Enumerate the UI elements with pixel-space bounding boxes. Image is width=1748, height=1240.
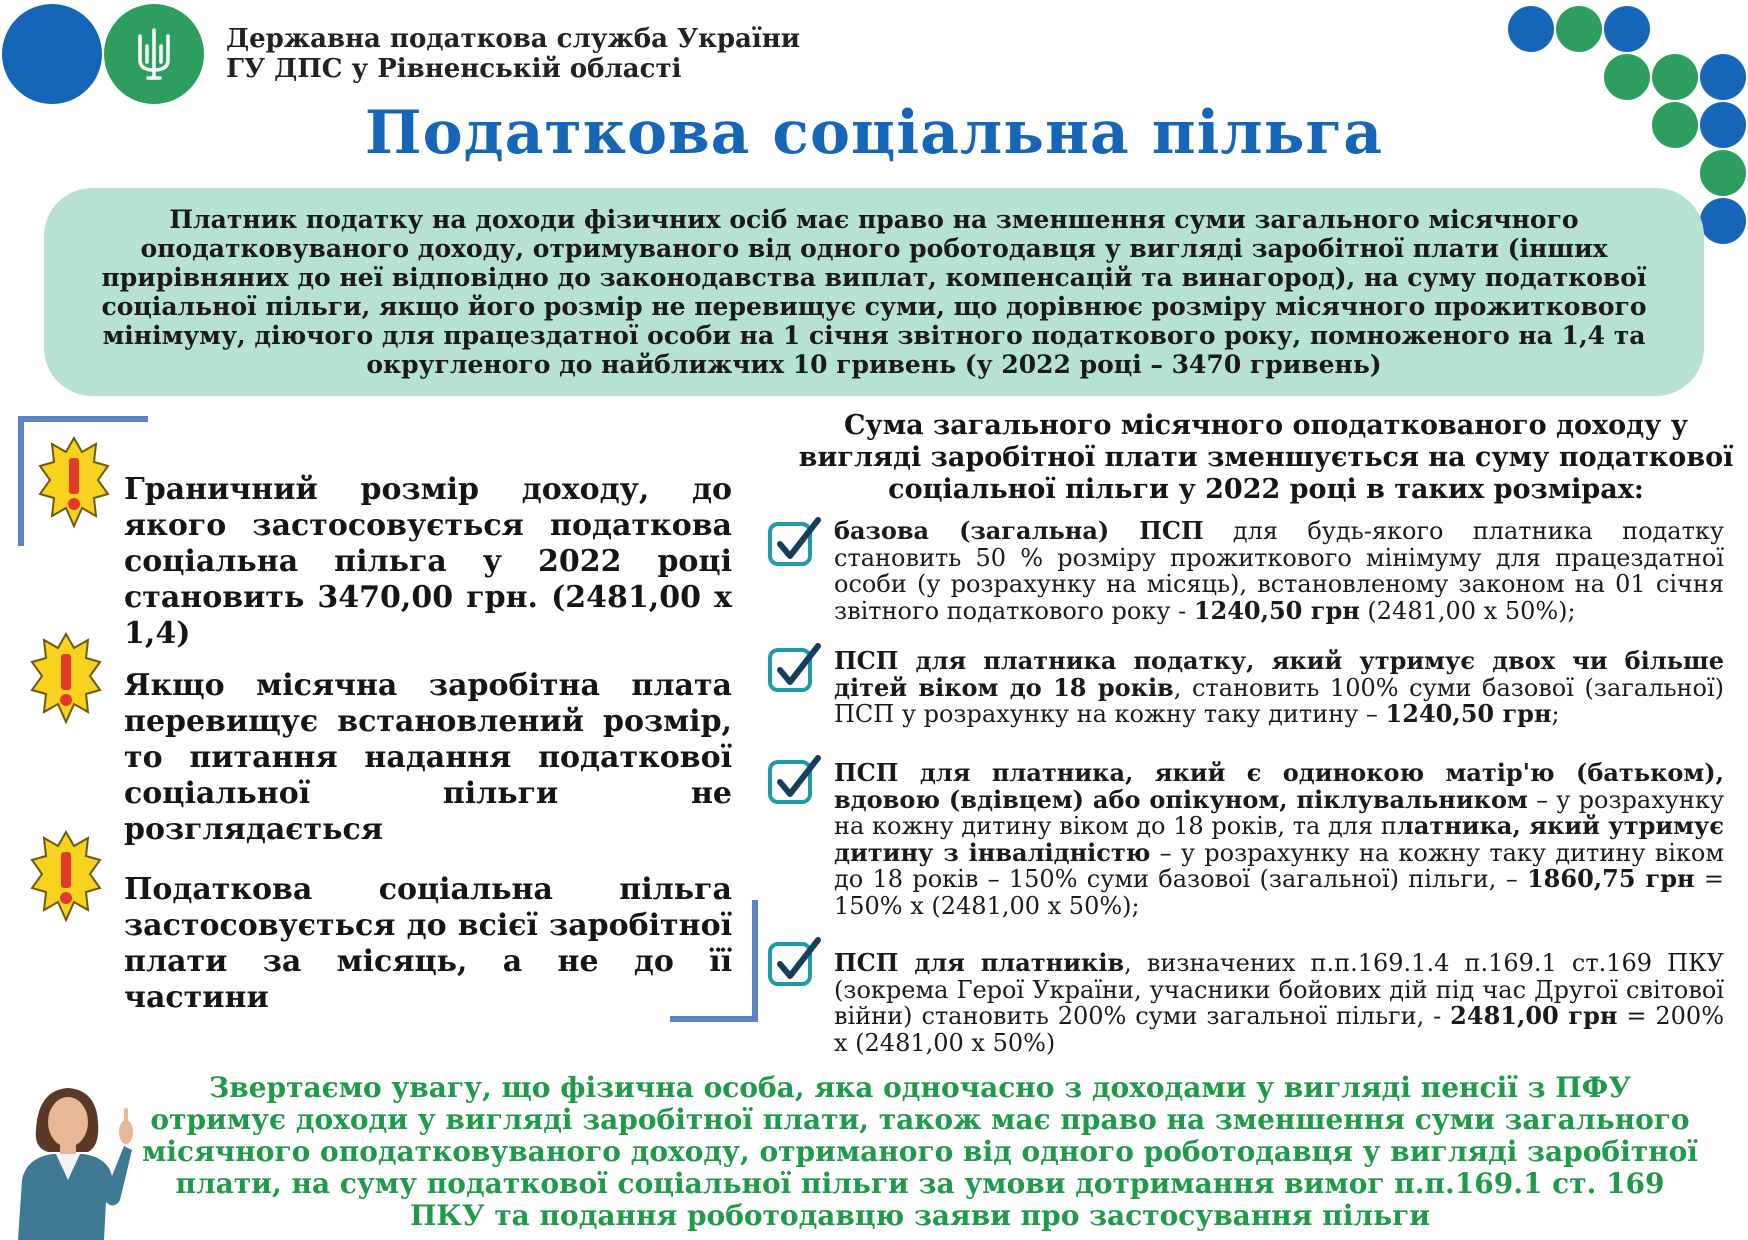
decor-circle (1700, 54, 1746, 100)
benefit-item-single-parent (834, 760, 1724, 919)
left-item-2: Якщо місячна заробітна плата перевищує встановлений розмір, то питання надання податкової соціальної пільги не розглядається (124, 668, 732, 847)
benefit-formula: = 200% х (2481,00 х 50%) (834, 1002, 1725, 1057)
trident-icon (128, 26, 180, 82)
checkbox-check-icon (766, 934, 824, 992)
frame-corner-top (18, 416, 24, 546)
benefit-amount: 1240,50 грн (1193, 595, 1360, 625)
left-item-3: Податкова соціальна пільга застосовується до всієї заробітної плати за місяць, а не до її частини (124, 872, 732, 1015)
checkbox-check-icon (766, 514, 824, 572)
decor-circle (1700, 198, 1746, 244)
exclamation-icon (30, 830, 102, 926)
intro-text: Платник податку на доходи фізичних осіб має право на зменшення суми загального місячного оподатковуваного доходу, отримуваного від одного роботодавця у вигляді заробітної плати (інших прирівняних до неї відповідно до законодавства виплат, компенсацій та винагород), на суму податкової соціальної пільги, якщо його розмір не перевищує суми, що дорівнює розміру місячного прожиткового мінімуму, діючого для працездатної особи на 1 січня звітного податкового року, помноженого на 1,4 та округленого до найближчих 10 гривень (у 2022 році – 3470 гривень) (101, 205, 1647, 379)
benefit-amount: 1860,75 грн (1526, 864, 1695, 893)
benefit-formula: (2481,00 х 50%); (1359, 596, 1576, 625)
benefit-title: ПСП для платника податку, який утримує двох чи більше дітей віком до 18 років (834, 646, 1724, 702)
decor-circle (1508, 6, 1554, 52)
decor-circle (1604, 6, 1650, 52)
org-line-1: Державна податкова служба України (226, 24, 801, 54)
bottom-note: Звертаємо увагу, що фізична особа, яка одночасно з доходами у вигляді пенсії з ПФУ отримує доходи у вигляді заробітної плати, також має право на зменшення суми загального місячного оподатковуваного доходу, отриманого від одного роботодавця у вигляді заробітної плати, на суму податкової соціальної пільги за умови дотримання вимог п.п.169.1 ст. 169 ПКУ та подання роботодавцю заяви про застосування пільги (142, 1071, 1698, 1232)
benefit-text-2: – у розрахунку на кожну таку дитину віком до 18 років – 150% суми базової (загальної) пільги, – (834, 838, 1725, 893)
benefit-amount: 1240,50 грн (1385, 699, 1552, 728)
benefit-text: , визначених п.п.169.1.4 п.169.1 ст.169 ПКУ (зокрема Герої України, учасники бойових дій під час Другої світової війни) становить 200% суми загальної пільги, - (834, 949, 1724, 1030)
exclamation-icon (38, 436, 110, 532)
benefit-formula: ; (1551, 700, 1560, 728)
benefit-item-basic (834, 518, 1724, 624)
checkbox-check-icon (766, 640, 824, 698)
benefit-title: ПСП для платників (834, 948, 1125, 977)
decor-circle-blue-left (2, 4, 102, 104)
frame-corner-bottom (752, 900, 758, 1022)
decor-circle (1556, 6, 1602, 52)
org-line-2: ГУ ДПС у Рівненській області (226, 54, 682, 84)
exclamation-icon (30, 632, 102, 728)
benefit-title: базова (загальна) ПСП (834, 516, 1204, 545)
benefit-formula: = 150% х (2481,00 х 50%); (834, 865, 1724, 920)
frame-corner-bottom (670, 1016, 758, 1022)
checkbox-check-icon (766, 752, 824, 810)
page-title: Податкова соціальна пільга (364, 98, 1384, 168)
organization-name (226, 24, 800, 84)
benefit-title: ПСП для платника, який є одинокою матір'ю (батьком), вдовою (вдівцем) або опікуном, піклувальником (834, 758, 1724, 814)
decor-circle (1604, 54, 1650, 100)
right-heading: Сума загального місячного оподаткованого доходу у вигляді заробітної плати зменшується на суму податкової соціальної пільги у 2022 році в таких розмірах: (798, 410, 1734, 505)
benefit-item-two-children (834, 648, 1724, 728)
intro-box (44, 188, 1704, 396)
woman-pointing-illustration (8, 1050, 138, 1240)
left-item-1: Граничний розмір доходу, до якого застосовується податкова соціальна пільга у 2022 році становить 3470,00 грн. (2481,00 х 1,4) (124, 472, 732, 651)
benefit-title-2: латника, який утримує дитину з інвалідністю (834, 811, 1725, 867)
frame-corner-top (18, 416, 148, 422)
decor-circle (1652, 54, 1698, 100)
benefit-item-heroes (834, 950, 1724, 1056)
benefit-text: – у розрахунку на кожну дитину віком до 18 років, та для п (834, 785, 1724, 840)
benefit-text: для будь-якого платника податку становить 50 % розміру прожиткового мінімуму для працездатної особи (у розрахунку на місяць), встановленому законом на 01 січня звітного податкового року - (834, 517, 1724, 625)
benefit-text: , становить 100% суми базової (загальної) ПСП у розрахунку на кожну таку дитину – (834, 673, 1724, 728)
benefit-amount: 2481,00 грн (1450, 1001, 1618, 1030)
